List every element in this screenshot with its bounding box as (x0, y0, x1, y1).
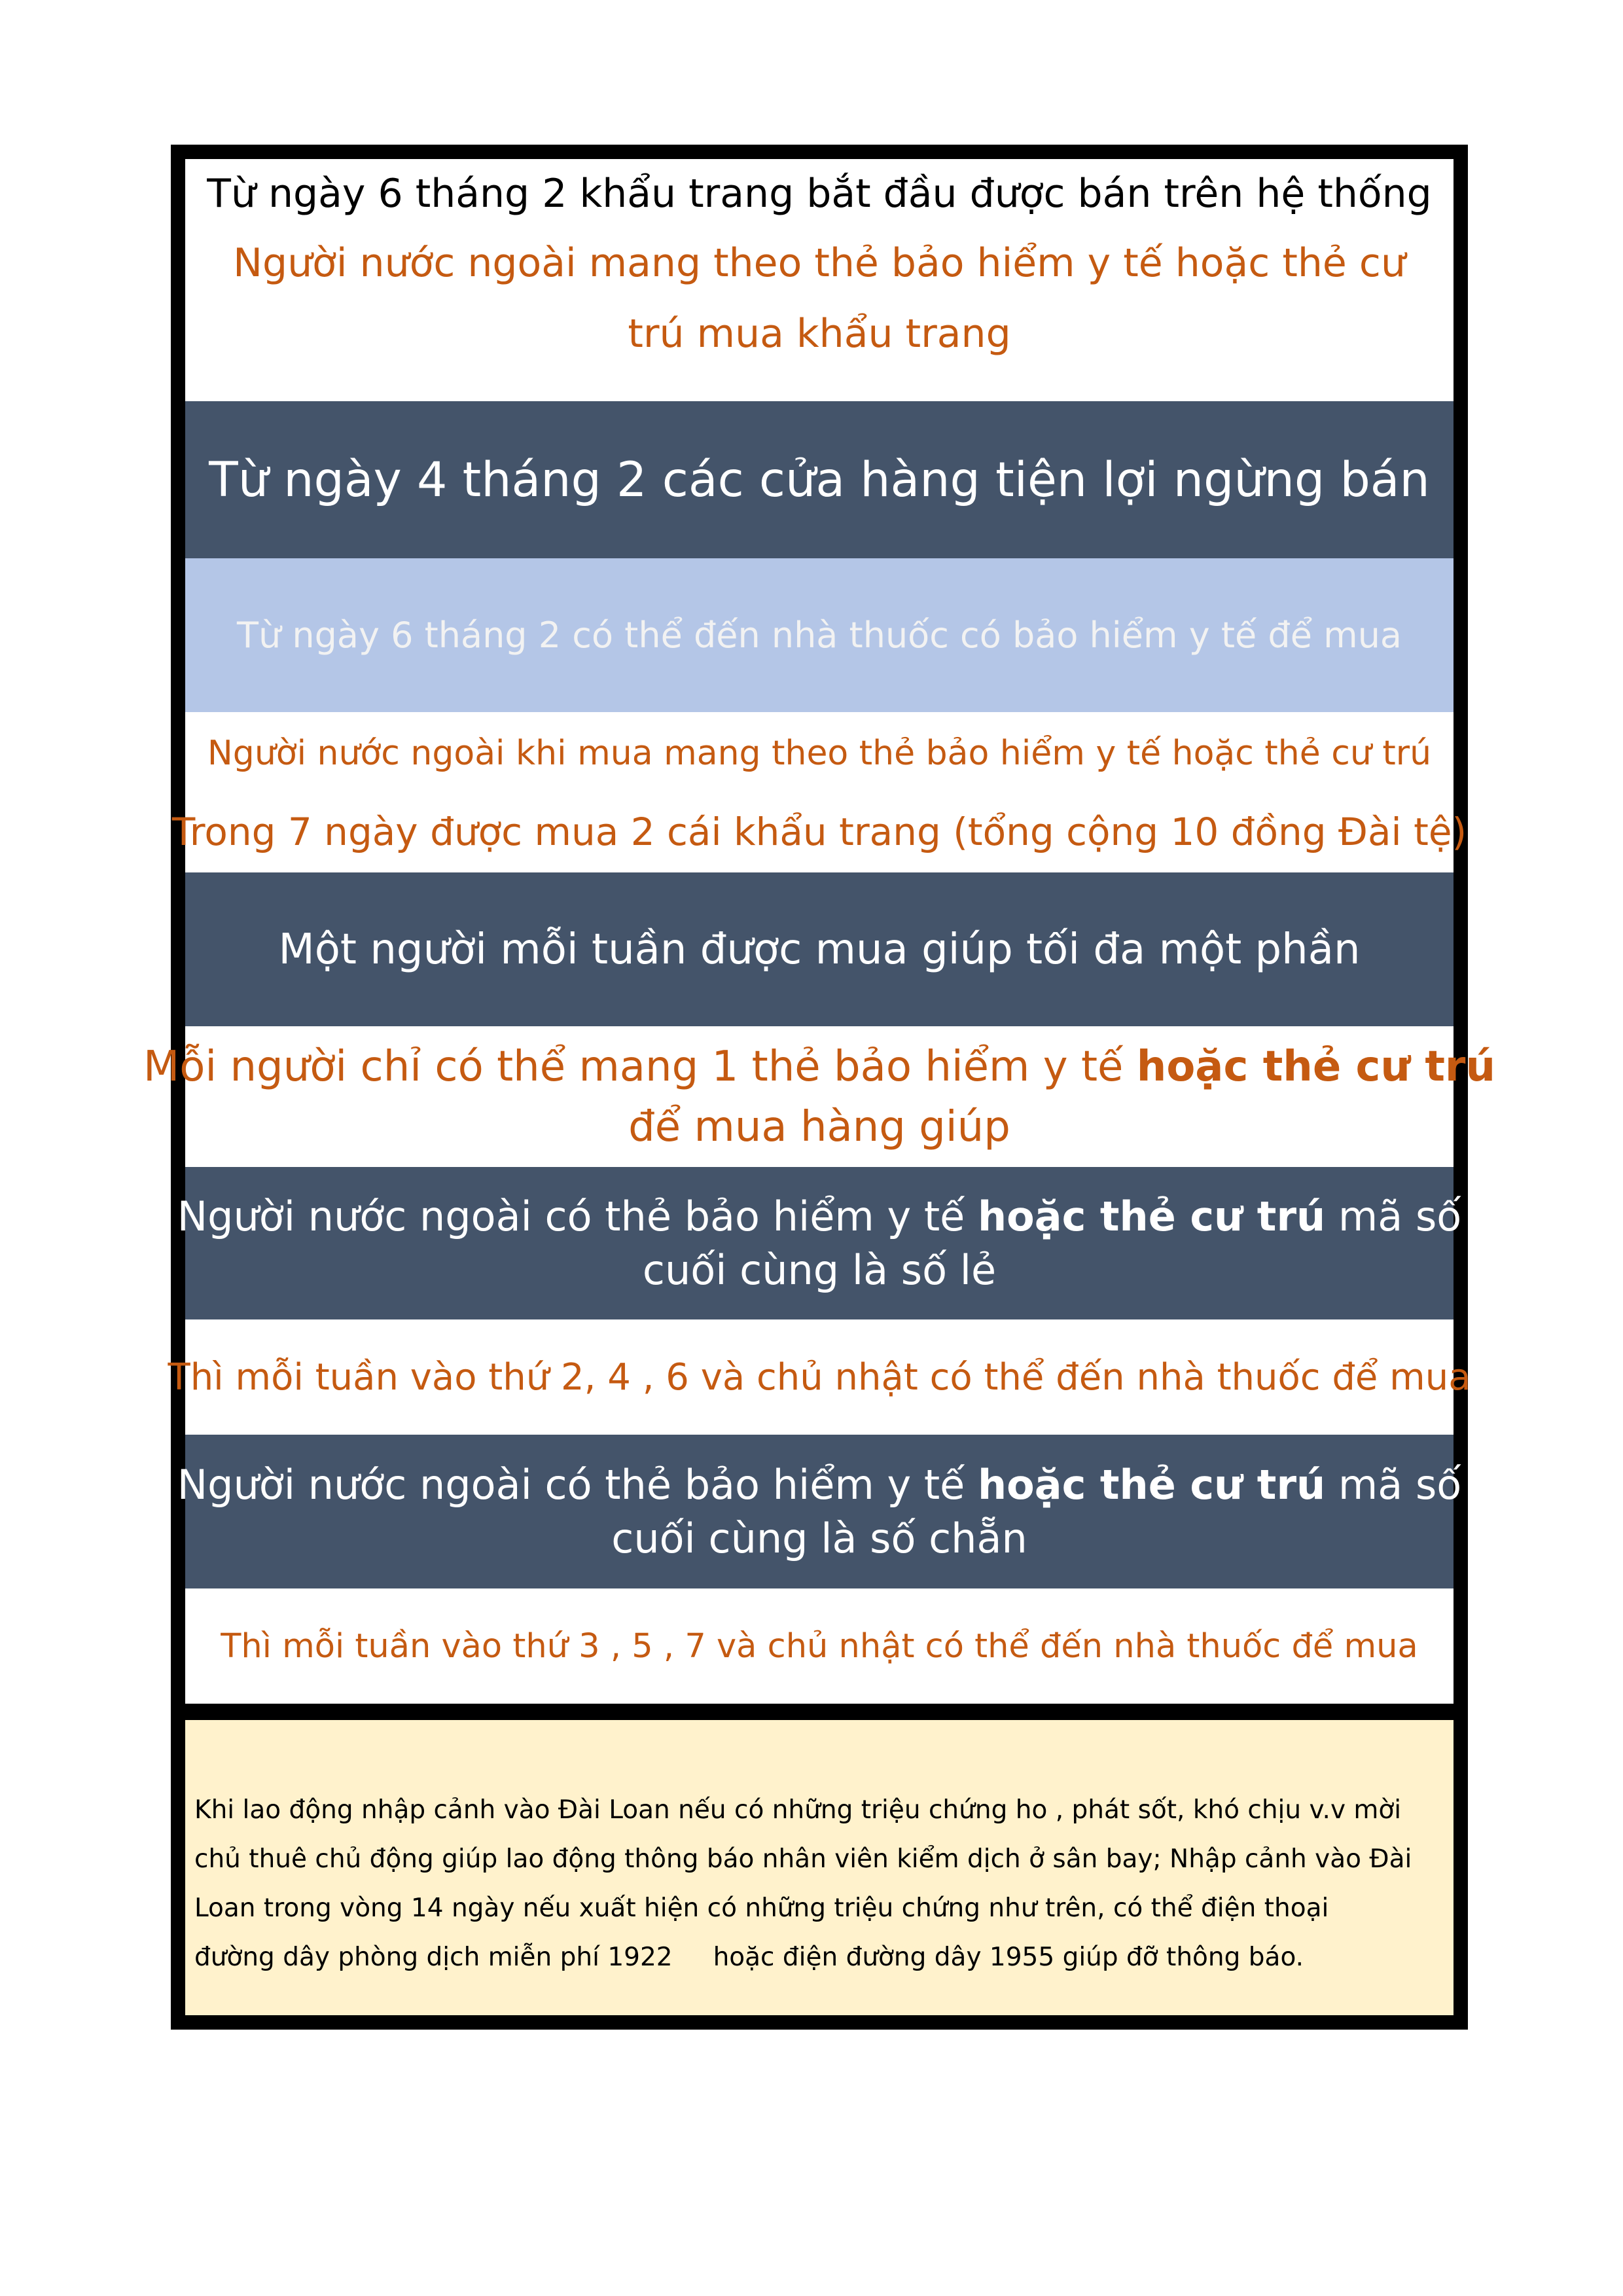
row-online-sales (185, 159, 1454, 228)
row-foreigner-card (185, 228, 1454, 401)
pharmacy-start-text: Từ ngày 6 tháng 2 có thể đến nhà thuốc có bảo hiểm y tế để mua (236, 615, 1402, 656)
row-even-number (177, 1435, 1462, 1588)
row-odd-days (168, 1319, 1471, 1435)
row-proxy-limit (185, 872, 1454, 1026)
notice-line1: Khi lao động nhập cảnh vào Đài Loan nếu có những triệu chứng ho , phát sốt, khó chịu v.v mời (194, 1795, 1402, 1825)
purchase-limit-line2: Trong 7 ngày được mua 2 cái khẩu trang (tổng cộng 10 đồng Đài tệ) (171, 809, 1467, 854)
row-purchase-limit (171, 712, 1467, 872)
row-proxy-card (143, 1026, 1496, 1167)
odd-days-text: Thì mỗi tuần vào thứ 2, 4 , 6 và chủ nhật có thể đến nhà thuốc để mua (168, 1355, 1471, 1399)
info-frame (143, 145, 1496, 2030)
proxy-limit-text: Một người mỗi tuần được mua giúp tối đa một phần (278, 925, 1361, 974)
notice-line2: chủ thuê chủ động giúp lao động thông báo nhân viên kiểm dịch ở sân bay; Nhập cảnh vào Đài (194, 1844, 1412, 1874)
online-sales-text: Từ ngày 6 tháng 2 khẩu trang bắt đầu được bán trên hệ thống (207, 170, 1432, 217)
even-days-text: Thì mỗi tuần vào thứ 3 , 5 , 7 và chủ nhật có thể đến nhà thuốc để mua (221, 1626, 1418, 1666)
row-convenience-stop (185, 401, 1454, 558)
proxy-card-line2: để mua hàng giúp (628, 1102, 1010, 1151)
notice-box (185, 1720, 1454, 2015)
foreigner-card-line1: Người nước ngoài mang theo thẻ bảo hiểm y tế hoặc thẻ cư (233, 240, 1406, 286)
notice-line4: đường dây phòng dịch miễn phí 1922 hoặc điện đường dây 1955 giúp đỡ thông báo. (194, 1943, 1304, 1972)
row-pharmacy-start (185, 558, 1454, 712)
notice-text (185, 1720, 1454, 2015)
foreigner-card-line2: trú mua khẩu trang (628, 311, 1011, 357)
notice-line3: Loan trong vòng 14 ngày nếu xuất hiện có những triệu chứng như trên, có thể điện thoại (194, 1893, 1329, 1923)
proxy-card-line1: Mỗi người chỉ có thể mang 1 thẻ bảo hiểm y tế hoặc thẻ cư trú (143, 1042, 1496, 1091)
odd-number-line1: Người nước ngoài có thẻ bảo hiểm y tế hoặc thẻ cư trú mã số (177, 1192, 1462, 1240)
convenience-stop-text: Từ ngày 4 tháng 2 các cửa hàng tiện lợi ngừng bán (209, 452, 1430, 508)
purchase-limit-line1: Người nước ngoài khi mua mang theo thẻ bảo hiểm y tế hoặc thẻ cư trú (207, 733, 1432, 773)
row-odd-number (177, 1167, 1462, 1319)
row-even-days (185, 1588, 1454, 1704)
even-number-line2: cuối cùng là số chẵn (611, 1514, 1027, 1562)
odd-number-line2: cuối cùng là số lẻ (642, 1246, 997, 1294)
even-number-line1: Người nước ngoài có thẻ bảo hiểm y tế hoặc thẻ cư trú mã số (177, 1460, 1462, 1509)
